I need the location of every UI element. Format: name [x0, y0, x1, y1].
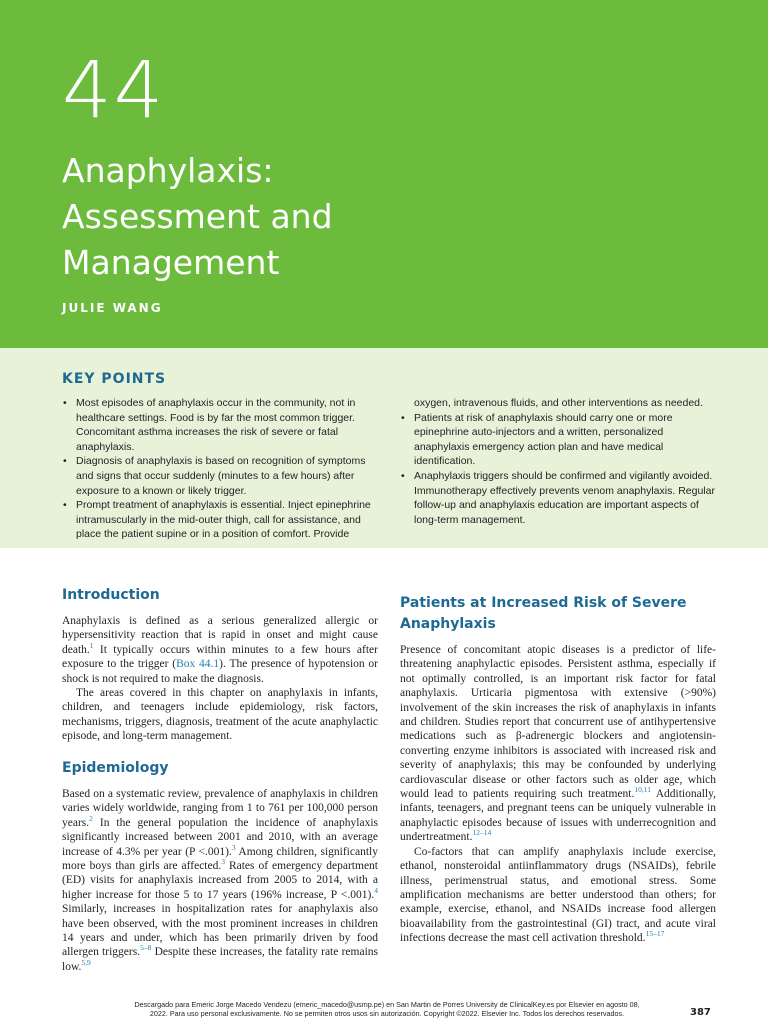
citation-link[interactable]: 3 [221, 857, 225, 867]
text: Based on a systematic review, prevalence of anaphylaxis in children varies widely worldwide, ranging from 1 to 761 per 100,000 person years. [62, 788, 378, 829]
paragraph [62, 787, 378, 974]
chapter-author: JULIE WANG [62, 301, 163, 315]
key-point: • Diagnosis of anaphylaxis is based on recognition of symptoms and signs that occur suddenly (minutes to a few hours) after exposure to a known or likely trigger. [62, 454, 380, 498]
chapter-title-line: Management [62, 243, 280, 282]
key-points-heading: KEY POINTS [62, 371, 167, 387]
chapter-title-line: Anaphylaxis: [62, 151, 274, 190]
citation-link[interactable]: 3 [231, 842, 236, 852]
box-reference-link[interactable]: Box 44.1 [176, 658, 220, 671]
key-point: • Patients at risk of anaphylaxis should carry one or more epinephrine auto-injectors and a written, personalized anaphylaxis emergency action plan and have medical identification. [400, 411, 718, 469]
key-point: • Most episodes of anaphylaxis occur in the community, not in healthcare settings. Food is by far the most common trigger. Concomitant asthma increases the risk of severe or fatal anaphylaxis. [62, 396, 380, 454]
text: Additionally, infants, teenagers, and pregnant teens can be uniquely vulnerable in anaphylactic episodes because of issues with underrecognition and undertreatment. [400, 788, 716, 844]
page-number: 387 [690, 1007, 711, 1018]
key-point: • Prompt treatment of anaphylaxis is essential. Inject epinephrine intramuscularly in the mid-outer thigh, call for assistance, and place the patient supine or in a position of comfort. Provide [62, 498, 380, 542]
paragraph [400, 643, 716, 845]
footer-line: 2022. Para uso personal exclusivamente. No se permiten otros usos sin autorización. Copyright ©2022. Elsevier Inc. Todos los derechos reservados. [149, 1009, 625, 1018]
chapter-header [0, 0, 768, 348]
paragraph [62, 614, 378, 686]
section-heading-epidemiology: Epidemiology [62, 760, 169, 776]
risk-body [400, 643, 716, 946]
text: Despite these increases, the fatality rate remains low. [62, 946, 378, 973]
section-heading-risk [400, 593, 687, 635]
introduction-body [62, 614, 378, 744]
citation-link[interactable]: 5,9 [81, 958, 91, 968]
paragraph [400, 845, 716, 946]
key-point: • Anaphylaxis triggers should be confirmed and vigilantly avoided. Immunotherapy effectively prevents venom anaphylaxis. Regular follow-up and anaphylaxis education are important aspects of long-term management. [400, 469, 718, 527]
chapter-title [62, 148, 333, 286]
text: It typically occurs within minutes to a few hours after exposure to the trigger ( [62, 643, 378, 671]
text: Among children, significantly more boys than girls are affected. [62, 845, 378, 873]
text: Anaphylaxis is defined as a serious generalized allergic or hypersensitivity reaction that is rapid in onset and might cause death. [62, 615, 378, 656]
key-points-left-column [62, 396, 380, 542]
citation-link[interactable]: 10,11 [634, 785, 651, 795]
heading-line: Anaphylaxis [400, 616, 496, 632]
paragraph: The areas covered in this chapter on anaphylaxis in infants, children, and teenagers include epidemiology, risk factors, mechanisms, triggers, diagnosis, treatment of the acute anaphylactic episode, and long-term management. [62, 687, 378, 743]
text: In the general population the incidence of anaphylaxis significantly increased between 2001 and 2010, with an average increase of 4.3% per year (P <.001). [62, 816, 378, 858]
footer-line: Descargado para Emeric Jorge Macedo Vendezu (emeric_macedo@usmp.pe) en San Martin de Porres University de ClinicalKey.es por Elsevier en agosto 08, [134, 1000, 640, 1009]
download-footer [62, 1000, 712, 1018]
text: Co-factors that can amplify anaphylaxis include exercise, ethanol, nonsteroidal antiinflammatory drugs (NSAIDs), febrile illness, perimenstrual status, and emotional stress. Some amplification mechanisms are better understood than others; for example, exercise, ethanol, and NSAIDs increase food allergen bioavailability from the gastrointestinal (GI) tract, and acute viral infections decrease the mast cell activation threshold. [400, 845, 716, 945]
text: Similarly, increases in hospitalization rates for anaphylaxis also have been observed, with the most prominent increases in children 14 years and under, which has been primarily driven by food allergen triggers. [62, 903, 378, 959]
citation-link[interactable]: 4 [374, 886, 378, 896]
text: Rates of emergency department (ED) visits for anaphylaxis increased from 2005 to 2014, with a higher increase for those 5 to 17 years (196% increase, P <.001). [62, 860, 378, 901]
heading-line: Patients at Increased Risk of Severe [400, 595, 687, 611]
citation-link[interactable]: 2 [89, 813, 93, 823]
text: ). The presence of hypotension or shock is not required to make the diagnosis. [62, 658, 379, 685]
citation-link[interactable]: 12–14 [472, 828, 492, 838]
epidemiology-body [62, 787, 378, 974]
key-points-right-column [400, 396, 718, 527]
citation-link[interactable]: 5–8 [140, 943, 152, 953]
section-heading-introduction: Introduction [62, 587, 160, 603]
chapter-title-line: Assessment and [62, 197, 333, 236]
citation-link[interactable]: 15–17 [645, 929, 665, 939]
text: Presence of concomitant atopic diseases is a predictor of life-threatening anaphylactic episodes. Persistent asthma, especially if not optimally controlled, is an important risk factor for fatal anaphylaxis. Urticaria pigmentosa with extensive (>90%) involvement of the skin increases the risk of anaphylaxis in infants and children. Studies report that concurrent use of antihypertensive medications such as β-adrenergic blockers and angiotensin-converting enzyme inhibitors is associated with increased risk and severity of anaphylaxis; this may be confounded by underlying cardiovascular disease or other factors such as older age, which would lead to patients requiring such treatment. [400, 644, 716, 801]
chapter-number: 44 [62, 46, 166, 136]
key-point-continued: oxygen, intravenous fluids, and other interventions as needed. [414, 397, 703, 409]
citation-link[interactable]: 1 [89, 640, 94, 650]
